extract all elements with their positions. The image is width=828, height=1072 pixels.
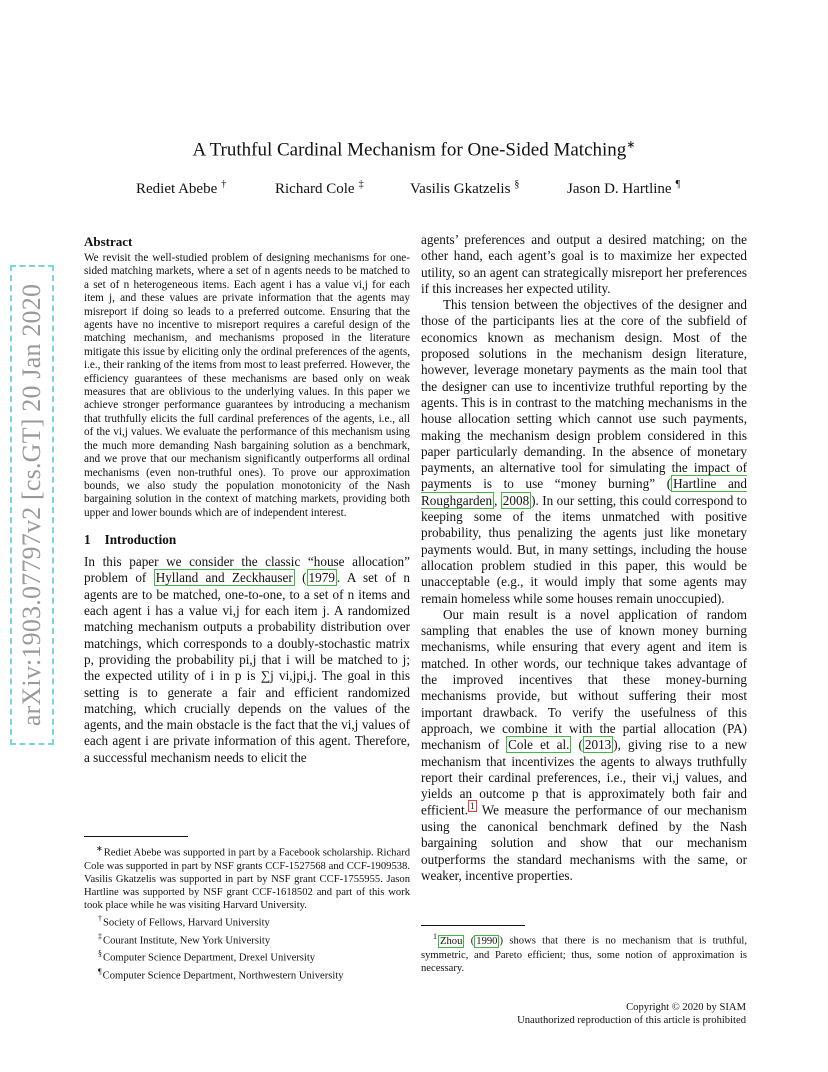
footnote-mark: 1 xyxy=(433,932,437,941)
footnote-text: Courant Institute, New York University xyxy=(103,935,271,947)
author-mark: ‡ xyxy=(358,179,364,190)
citation-link[interactable]: Zhou xyxy=(440,935,463,947)
copyright-line: Copyright © 2020 by SIAM xyxy=(626,1002,746,1013)
footnote-mark: † xyxy=(98,914,102,923)
paragraph-text: Our main result is a novel application of random sampling that enables the use of known money burning mechanisms, while ensuring that every agent and item is matched. In other words, our technique takes advantage of the improved incentives that these money-burning mechanisms provide, but without suffering their most important drawback. To verify the usefulness of this approach, we combine it with the partial allocation (PA) mechanism of xyxy=(421,606,747,753)
footnote-text: Computer Science Department, Northwestern University xyxy=(102,970,344,982)
paragraph-text: ). In our setting, this could correspond to keeping some of the items unmatched with positive probability, thus penalizing the agents just like monetary payments would. But, in many settings, including the house allocation problem studied in this paper, this would be unacceptable (e.g., it would imply that some agents may remain homeless while some houses remain unoccupied). xyxy=(421,492,747,606)
footnotes-left xyxy=(84,842,410,983)
author-4 xyxy=(567,179,680,198)
paragraph-text: We measure the performance of our mechanism using the canonical benchmark defined by the Nash bargaining solution and show that our mechanism outperforms the standard mechanisms with the same, or weaker, incentive properties. xyxy=(421,802,747,883)
title-footnote-mark: ∗ xyxy=(626,139,636,151)
paragraph-text: This tension between the objectives of the designer and those of the participants lies at the core of the subfield of economics known as mechanism design. Most of the proposed solutions in the mechanism design literature, however, leverage monetary payments as the main tool that the designer can use to incentivize truthful reporting by the agents. This is in contrast to the matching mechanisms in the house allocation setting which cannot use such payments, making the mechanism design problem considered in this paper particularly demanding. In the absence of monetary payments, an alternative tool for simulating the impact of payments is to use “money burning” ( xyxy=(421,297,747,492)
body-paragraph: This tension between the objectives of the designer and those of the participants lies at the core of the subfield of economics known as mechanism design. Most of the proposed solutions in the mechanism design literature, however, leverage monetary payments as the main tool that the designer can use to incentivize truthful reporting by the agents. This is in contrast to the matching mechanisms in the house allocation setting which cannot use such payments, making the mechanism design problem considered in this paper particularly demanding. In the absence of monetary payments, an alternative tool for simulating the impact of payments is to use “money burning” ( Hartline and Roughgarden , 2008 ). In our setting, this could correspond to keeping some of the items unmatched with positive probability, thus penalizing the agents just like monetary payments would. But, in many settings, including the house allocation problem studied in this paper, this would be unacceptable (e.g., it would imply that some agents may remain homeless while some houses remain unoccupied). xyxy=(421,297,747,606)
paragraph-text: In this paper we consider the classic “house allocation” problem of xyxy=(84,554,410,586)
section-title: Introduction xyxy=(104,532,177,548)
footnote-mark: ∗ xyxy=(96,844,103,853)
footnote-rule xyxy=(421,925,525,926)
citation-year-link[interactable]: 1979 xyxy=(308,570,335,586)
footnote-rule xyxy=(84,836,188,837)
body-paragraph: Our main result is a novel application of random sampling that enables the use of known money burning mechanisms, while ensuring that every agent and item is matched. In other words, our technique takes advantage of the improved incentives that these money-burning mechanisms provide, but without suffering their most important drawback. To verify the usefulness of this approach, we combine it with the partial allocation (PA) mechanism of Cole et al. ( 2013 ), giving rise to a new mechanism that incentivizes the agents to always truthfully report their cardinal preferences, i.e., their vi,j values, and yields an outcome p that is approximately both fair and efficient. $^1$ We measure the performance of our mechanism using the canonical benchmark defined by the Nash bargaining solution and show that our mechanism outperforms the standard mechanisms with the same, or weaker, incentive properties. xyxy=(421,606,747,883)
paragraph-text: , giving rise to a new mechanism that incentivizes the agents to always truthfully report their cardinal preferences, i.e., their vi,j values, and yields an outcome p that is approximately both fair and efficient. xyxy=(421,737,747,818)
author-name: Richard Cole xyxy=(275,181,355,197)
footnote-mark: ¶ xyxy=(98,966,102,976)
citation-year-link[interactable]: 2013 xyxy=(584,737,612,753)
author-1 xyxy=(136,179,226,198)
right-column xyxy=(421,232,747,884)
copyright-line: Unauthorized reproduction of this article is prohibited xyxy=(517,1015,746,1026)
left-column xyxy=(84,234,410,766)
footnote-funding xyxy=(84,842,410,912)
citation-link[interactable]: Hartline and Roughgarden xyxy=(421,476,747,508)
footnote-affiliation xyxy=(98,965,410,983)
citation-link[interactable]: Cole et al. xyxy=(508,737,570,753)
author-name: Vasilis Gkatzelis xyxy=(410,181,511,197)
footnotes-right xyxy=(421,930,747,975)
paragraph-text: . A set of n agents are to be matched, one-to-one, to a set of n items and each agent i has a value vi,j for each item j. A randomized matching mechanism outputs a probability distribution over matchings, which corresponds to a doubly-stochastic matrix p, providing the probability pi,j that i will be matched to j; the expected utility of i in p is ∑j vi,jpi,j. The goal in this setting is to generate a fair and efficient randomized matching, which crucially depends on the values of the agents, and the main obstacle is the fact that the vi,j values of each agent i are private information of this agent. Therefore, a successful mechanism needs to elicit the xyxy=(84,570,410,765)
citation-year-link[interactable]: 2008 xyxy=(502,492,530,508)
arxiv-identifier: arXiv:1903.07797v2 [cs.GT] 20 Jan 2020 xyxy=(17,283,46,727)
section-number: 1 xyxy=(84,532,91,548)
citation-year-link[interactable]: 1990 xyxy=(476,935,498,947)
author-3 xyxy=(410,179,519,198)
author-name: Rediet Abebe xyxy=(136,181,218,197)
abstract-text: We revisit the well-studied problem of designing mechanisms for one-sided matching markets, where a set of n agents needs to be matched to a set of n heterogeneous items. Each agent i has a value vi,j for each item j, and these values are private information that the agents may misreport if doing so leads to a preferred outcome. Ensuring that the agents have no incentive to misreport requires a careful design of the matching mechanism, and mechanisms proposed in the literature mitigate this issue by eliciting only the ordinal preferences of the agents, i.e., their ranking of the items from most to least preferred. However, the efficiency guarantees of these mechanisms are based only on weak measures that are oblivious to the underlying values. In this paper we achieve stronger performance guarantees by introducing a mechanism that truthfully elicits the full cardinal preferences of the agents, i.e., all of the vi,j values. We evaluate the performance of this mechanism using the much more demanding Nash bargaining solution as a benchmark, and we prove that our mechanism significantly outperforms all ordinal mechanisms (even non-truthful ones). To prove our approximation bounds, we also study the population monotonicity of the Nash bargaining solution in the context of matching markets, providing both upper and lower bounds which are of independent interest. xyxy=(84,252,410,519)
footnote-affiliation xyxy=(98,947,410,965)
author-name: Jason D. Hartline xyxy=(567,181,672,197)
footnote-mark: § xyxy=(98,949,102,959)
footnote-text: Computer Science Department, Drexel University xyxy=(103,952,316,964)
author-mark: ¶ xyxy=(675,179,681,190)
footnote-mark: ‡ xyxy=(98,931,102,941)
paper-title xyxy=(0,138,828,161)
author-mark: † xyxy=(221,179,227,190)
body-paragraph: agents’ preferences and output a desired matching; on the other hand, each agent’s goal is to maximize her expected utility, so an agent can strategically misreport her preferences if this increases her expected utility. xyxy=(421,232,747,296)
title-text: A Truthful Cardinal Mechanism for One-Sided Matching xyxy=(192,139,627,161)
footnote-affiliation xyxy=(98,912,410,930)
arxiv-side-stamp[interactable] xyxy=(10,265,54,745)
footnote-text: Rediet Abebe was supported in part by a Facebook scholarship. Richard Cole was supported in part by NSF grants CCF-1527568 and CCF-1909538. Vasilis Gkatzelis was supported in part by NSF grant CCF-1755955. Jason Hartline was supported by NSF grant CCF-1618502 and part of this work took place while he was visiting Harvard University. xyxy=(84,847,410,911)
section-heading xyxy=(84,532,410,548)
footnote-affiliation xyxy=(98,930,410,948)
footnote-text: shows that there is no mechanism that is truthful, symmetric, and Pareto efficient; thus, some notion of approximation is necessary. xyxy=(421,935,747,974)
footnote-link[interactable]: 1 xyxy=(470,801,475,812)
footnote-text: Society of Fellows, Harvard University xyxy=(103,917,270,929)
author-2 xyxy=(275,179,364,198)
citation-link[interactable]: Hylland and Zeckhauser xyxy=(155,570,293,586)
abstract-heading: Abstract xyxy=(84,234,133,249)
copyright-notice xyxy=(517,1001,746,1027)
intro-paragraph: In this paper we consider the classic “house allocation” problem of Hylland and Zeckhauser ( 1979 . A set of n agents are to be matched, one-to-one, to a set of n items and each agent i has a value vi,j for each item j. A randomized matching mechanism outputs a probability distribution over matchings, which corresponds to a doubly-stochastic matrix p, providing the probability pi,j that i will be matched to j; the expected utility of i in p is ∑j vi,jpi,j. The goal in this setting is to generate a fair and efficient randomized matching, which crucially depends on the values of the agents, and the main obstacle is the fact that the vi,j values of each agent i are private information of this agent. Therefore, a successful mechanism needs to elicit the xyxy=(84,554,410,765)
author-mark: § xyxy=(514,179,520,190)
footnote-1: $^1$ Zhou ( 1990 ) shows that there is no mechanism that is truthful, symmetric, and Pareto efficient; thus, some notion of approximation is necessary. xyxy=(421,932,747,974)
